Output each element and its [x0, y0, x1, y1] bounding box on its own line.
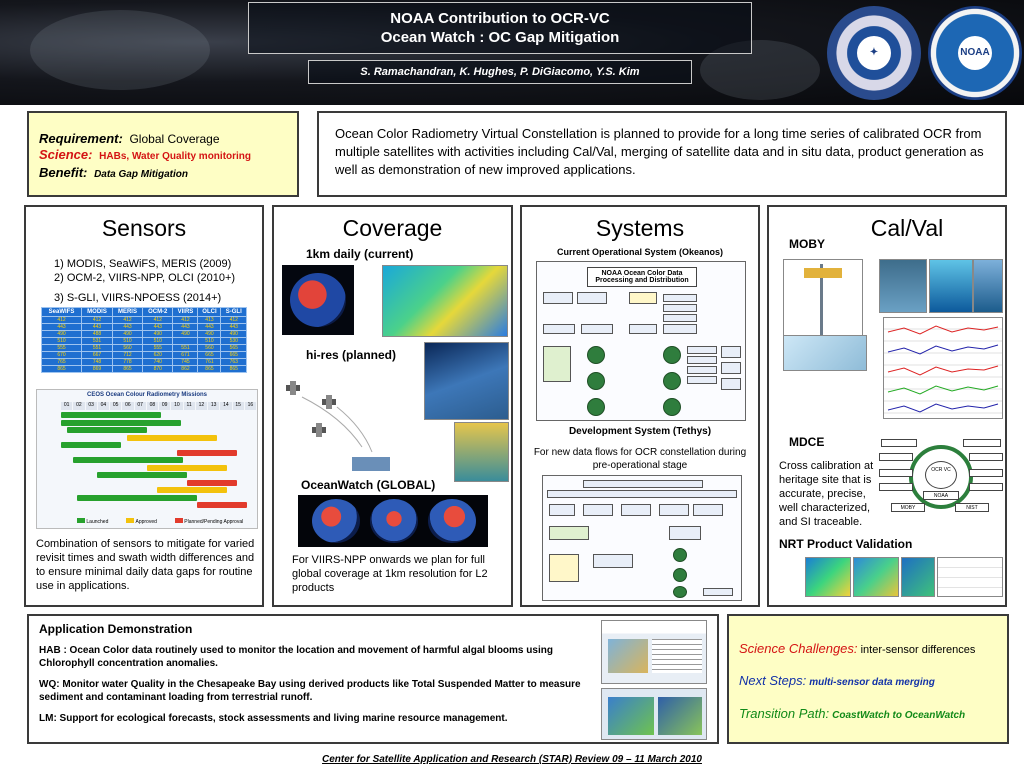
- table-cell: 869: [82, 366, 113, 373]
- table-header: VIIRS: [173, 308, 198, 317]
- table-cell: 565: [221, 345, 247, 352]
- next-steps-value: multi-sensor data merging: [809, 677, 935, 688]
- requirement-box: [27, 111, 299, 197]
- moby-photo: [879, 259, 927, 313]
- mission-year: 15: [233, 402, 244, 410]
- mdce-caption: Cross calibration at heritage site that is accurate, precise, well characterized, and SI traceable.: [779, 460, 874, 528]
- flowchart-title: NOAA Ocean Color Data Processing and Distribution: [587, 267, 697, 287]
- mission-year: 10: [171, 402, 182, 410]
- mission-bar: [73, 457, 183, 463]
- satellite-icon: [322, 395, 336, 409]
- table-header: S-GLI: [221, 308, 247, 317]
- mission-year: 03: [86, 402, 97, 410]
- legend-planned: Planned/Pending Approval: [175, 518, 243, 525]
- table-cell: 412: [112, 317, 142, 324]
- footer: Center for Satellite Application and Research (STAR) Review 09 – 11 March 2010: [322, 754, 702, 765]
- table-cell: 443: [82, 324, 113, 331]
- table-cell: 531: [82, 338, 113, 345]
- coverage-label-planned: hi-res (planned): [306, 348, 397, 362]
- table-cell: 412: [42, 317, 82, 324]
- nrt-map-1: [805, 557, 851, 597]
- table-cell: 510: [112, 338, 142, 345]
- okeanos-flowchart: [536, 261, 746, 421]
- table-cell: 530: [221, 338, 247, 345]
- seal-center: ✦: [857, 36, 891, 70]
- poster-header: [0, 0, 1024, 105]
- mission-bar: [61, 412, 161, 418]
- science-challenges-value: inter-sensor differences: [860, 644, 976, 656]
- table-cell: 740: [142, 359, 173, 366]
- mission-bar: [197, 502, 247, 508]
- hawaii-map: [783, 335, 867, 371]
- coverage-label-current: 1km daily (current): [306, 247, 414, 261]
- mission-bar: [147, 465, 227, 471]
- table-header: OCM-2: [142, 308, 173, 317]
- table-cell: 665: [198, 352, 221, 359]
- table-row: [42, 317, 247, 324]
- legend-approved: Approved: [126, 518, 157, 525]
- oceanwatch-globes: [298, 495, 488, 547]
- noaa-nesdis-star-seal-icon: [827, 6, 921, 100]
- mission-bar: [127, 435, 217, 441]
- benefit-value: Data Gap Mitigation: [94, 169, 188, 180]
- current-system-label: Current Operational System (Okeanos): [556, 247, 724, 257]
- regional-map: [454, 422, 509, 482]
- mission-bar: [177, 450, 237, 456]
- systems-title: Systems: [595, 215, 685, 241]
- sensor-line-2: 2) OCM-2, VIIRS-NPP, OLCI (2010+): [54, 272, 236, 284]
- table-cell: 490: [173, 331, 198, 338]
- mission-bar: [61, 420, 181, 426]
- table-cell: 748: [82, 359, 113, 366]
- table-cell: 870: [142, 366, 173, 373]
- title-line-1: NOAA Contribution to OCR-VC: [390, 10, 610, 27]
- legend-launched: Launched: [77, 518, 108, 525]
- sensor-line-3: 3) S-GLI, VIIRS-NPOESS (2014+): [54, 292, 222, 304]
- table-cell: 620: [142, 352, 173, 359]
- science-challenges-key: Science Challenges:: [739, 641, 858, 656]
- mission-bar: [97, 472, 187, 478]
- table-cell: 510: [198, 338, 221, 345]
- table-cell: 443: [112, 324, 142, 331]
- hi-res-map: [424, 342, 509, 420]
- coverage-label-global: OceanWatch (GLOBAL): [301, 478, 436, 492]
- table-row: [42, 366, 247, 373]
- authors: S. Ramachandran, K. Hughes, P. DiGiacomo, Y.S. Kim: [308, 60, 692, 84]
- daily-coverage-maps: [382, 265, 508, 337]
- table-cell: 490: [221, 331, 247, 338]
- table-cell: 712: [112, 352, 142, 359]
- calval-title: Cal/Val: [870, 215, 944, 241]
- table-cell: 443: [221, 324, 247, 331]
- mission-year: 09: [159, 402, 170, 410]
- ground-station: [352, 457, 390, 471]
- tethys-flowchart: [542, 475, 742, 601]
- table-cell: 667: [82, 352, 113, 359]
- table-cell: 488: [82, 331, 113, 338]
- science-key: Science:: [39, 147, 93, 162]
- mission-year: 02: [73, 402, 84, 410]
- mission-legend: [77, 518, 243, 525]
- table-header: SeaWIFS: [42, 308, 82, 317]
- mdce-ocr-vc-node: OCR VC: [925, 461, 957, 489]
- table-cell: 490: [198, 331, 221, 338]
- table-row: [42, 324, 247, 331]
- satellite-icon: [286, 381, 300, 395]
- nebula-decoration: [30, 10, 210, 90]
- systems-panel: [520, 205, 760, 607]
- table-cell: 745: [173, 359, 198, 366]
- table-header: MERIS: [112, 308, 142, 317]
- moby-label: MOBY: [789, 237, 825, 251]
- table-cell: 413: [198, 317, 221, 324]
- title-line-2: Ocean Watch : OC Gap Mitigation: [380, 29, 620, 46]
- table-cell: 551: [82, 345, 113, 352]
- intro-box: Ocean Color Radiometry Virtual Constellation is planned to provide for a long time series of calibrated OCR from multiple satellites with activities including Cal/Val, merging of satellite data and in situ data, product generation as well as demonstration of new improved applications.: [317, 111, 1007, 197]
- table-cell: 443: [142, 324, 173, 331]
- satellite-downlink-diagram: [282, 377, 392, 477]
- challenges-box: [727, 614, 1009, 744]
- table-header: OLCI: [198, 308, 221, 317]
- table-cell: 412: [221, 317, 247, 324]
- mission-year: 04: [98, 402, 109, 410]
- mission-year: 05: [110, 402, 121, 410]
- table-cell: 865: [42, 366, 82, 373]
- development-caption: For new data flows for OCR constellation during pre-operational stage: [533, 447, 747, 471]
- table-cell: 551: [173, 345, 198, 352]
- table-cell: 865: [112, 366, 142, 373]
- table-cell: 560: [198, 345, 221, 352]
- mdce-nist-node: NIST: [955, 503, 989, 512]
- mission-year: 08: [147, 402, 158, 410]
- table-cell: 443: [42, 324, 82, 331]
- calval-panel: [767, 205, 1007, 607]
- sensors-title: Sensors: [101, 215, 187, 241]
- mission-year: 14: [220, 402, 231, 410]
- application-lm: LM: Support for ecological forecasts, stock assessments and living marine resource management.: [39, 713, 508, 724]
- table-cell: 670: [42, 352, 82, 359]
- requirement-key: Requirement:: [39, 131, 123, 146]
- nrt-map-2: [853, 557, 899, 597]
- table-cell: 443: [198, 324, 221, 331]
- sensor-band-table: [41, 307, 247, 373]
- table-cell: [173, 338, 198, 345]
- mdce-moby-node: MOBY: [891, 503, 925, 512]
- nrt-label: NRT Product Validation: [779, 537, 913, 551]
- mission-bar: [187, 480, 237, 486]
- transition-path-key: Transition Path:: [739, 706, 830, 721]
- requirement-value: Global Coverage: [129, 132, 220, 146]
- mission-year: 16: [245, 402, 256, 410]
- table-cell: 671: [173, 352, 198, 359]
- timeseries-plot: [884, 318, 1002, 418]
- moby-timeseries-chart: [883, 317, 1003, 419]
- application-heading: Application Demonstration: [39, 622, 193, 636]
- mission-year: 11: [184, 402, 195, 410]
- table-cell: 765: [42, 359, 82, 366]
- mission-year: 07: [135, 402, 146, 410]
- missions-title: CEOS Ocean Colour Radiometry Missions: [86, 392, 208, 398]
- mission-bar: [61, 442, 121, 448]
- table-header: MODIS: [82, 308, 113, 317]
- next-steps-key: Next Steps:: [739, 673, 807, 688]
- satellite-icon: [312, 423, 326, 437]
- application-box: [27, 614, 719, 744]
- mission-year-axis: [61, 402, 257, 410]
- benefit-key: Benefit:: [39, 165, 88, 180]
- globe-image: [282, 265, 354, 335]
- mdce-diagram: [879, 435, 1005, 519]
- sensors-caption: Combination of sensors to mitigate for varied revisit times and swath width differences and to ensure minimal daily data gaps for routine use in applications.: [36, 538, 255, 592]
- table-cell: 490: [112, 331, 142, 338]
- coverage-panel: [272, 205, 513, 607]
- table-cell: 490: [142, 331, 173, 338]
- table-cell: 510: [142, 338, 173, 345]
- sensors-panel: [24, 205, 264, 607]
- table-cell: 865: [221, 366, 247, 373]
- noaa-logo-text: NOAA: [958, 36, 992, 70]
- moby-underwater-photo: [929, 259, 973, 313]
- missions-chart: [36, 389, 258, 529]
- table-cell: 763: [221, 359, 247, 366]
- nrt-validation-plot: [937, 557, 1003, 597]
- water-quality-screenshot: [601, 688, 707, 740]
- sensor-line-1: 1) MODIS, SeaWiFS, MERIS (2009): [54, 258, 232, 270]
- table-cell: 761: [198, 359, 221, 366]
- table-cell: 862: [173, 366, 198, 373]
- table-cell: 865: [198, 366, 221, 373]
- mission-bar: [157, 487, 227, 493]
- coverage-title: Coverage: [342, 215, 443, 241]
- hab-bulletin-screenshot: [601, 620, 707, 684]
- table-cell: 412: [82, 317, 113, 324]
- moby-platform-photo: [973, 259, 1003, 313]
- table-row: [42, 331, 247, 338]
- nrt-map-3: [901, 557, 935, 597]
- mdce-noaa-node: NOAA: [923, 491, 959, 500]
- title-box: [248, 2, 752, 54]
- table-cell: 665: [221, 352, 247, 359]
- table-cell: 443: [173, 324, 198, 331]
- coverage-caption: For VIIRS-NPP onwards we plan for full global coverage at 1km resolution for L2 products: [292, 554, 488, 594]
- table-cell: 555: [42, 345, 82, 352]
- science-value: HABs, Water Quality monitoring: [99, 151, 252, 162]
- application-wq: WQ: Monitor water Quality in the Chesapeake Bay using derived products like Total Suspended Matter to measure sediment and contaminant loading from terrestrial runoff.: [39, 679, 581, 703]
- mission-bars: [37, 412, 259, 512]
- table-cell: 510: [42, 338, 82, 345]
- table-cell: 490: [42, 331, 82, 338]
- table-row: [42, 359, 247, 366]
- table-row: [42, 345, 247, 352]
- mission-year: 01: [61, 402, 72, 410]
- table-row: [42, 352, 247, 359]
- mission-year: 13: [208, 402, 219, 410]
- mission-bar: [77, 495, 197, 501]
- mission-year: 12: [196, 402, 207, 410]
- transition-path-value: CoastWatch to OceanWatch: [832, 710, 966, 721]
- mission-year: 06: [122, 402, 133, 410]
- table-cell: 412: [173, 317, 198, 324]
- table-cell: 778: [112, 359, 142, 366]
- mdce-label: MDCE: [789, 435, 825, 449]
- table-cell: 560: [112, 345, 142, 352]
- noaa-logo-icon: [928, 6, 1022, 100]
- table-cell: 412: [142, 317, 173, 324]
- table-row: [42, 338, 247, 345]
- table-cell: 555: [142, 345, 173, 352]
- mission-bar: [67, 427, 147, 433]
- development-system-label: Development System (Tethys): [568, 426, 712, 437]
- application-hab: HAB : Ocean Color data routinely used to monitor the location and movement of harmful algal blooms using Chlorophyll concentration anomalies.: [39, 645, 553, 669]
